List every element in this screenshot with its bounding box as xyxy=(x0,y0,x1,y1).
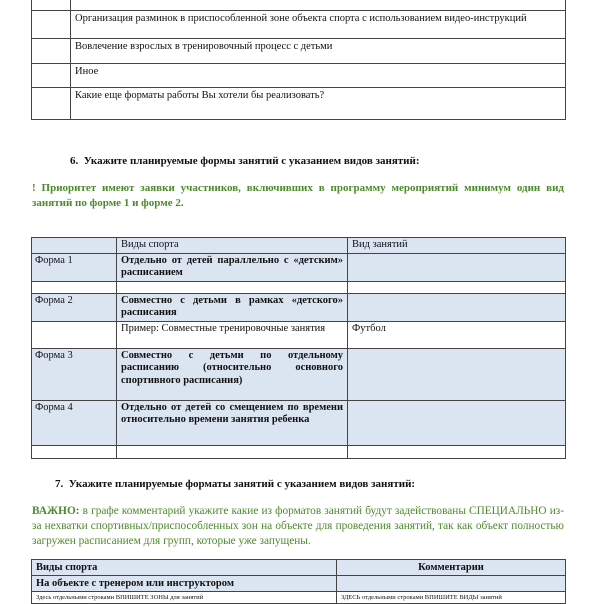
header-cell: Виды спорта xyxy=(117,238,348,254)
form-description: Отдельно от детей со смещением по времени относительно времени занятия ребенка xyxy=(117,400,348,445)
section-6-heading: 6. Укажите планируемые формы занятий с указанием видов занятий: xyxy=(70,155,420,167)
header-cell: Виды спорта xyxy=(32,560,337,576)
table-header-row xyxy=(32,560,566,576)
zone-input-hint[interactable]: Здесь отдельными строками ВПИШИТЕ ЗОНЫ для занятий xyxy=(32,592,337,604)
sport-type-field[interactable] xyxy=(348,281,566,293)
example-description: Пример: Совместные тренировочные занятия xyxy=(117,321,348,348)
example-sport-value[interactable]: Футбол xyxy=(348,321,566,348)
sport-type-field[interactable] xyxy=(348,253,566,281)
table-row xyxy=(32,253,566,281)
table-row xyxy=(32,293,566,321)
activity-input-hint[interactable]: ЗДЕСЬ отдельными строками ВПИШИТЕ ВИДЫ занятий xyxy=(337,592,566,604)
table-cell: Организация разминок в приспособленной зоне объекта спорта с использованием видео-инструкций xyxy=(71,11,566,39)
training-formats-table xyxy=(31,559,566,604)
table-row xyxy=(32,321,566,348)
table-row xyxy=(32,281,566,293)
table-row xyxy=(32,11,566,39)
sport-type-field[interactable] xyxy=(348,445,566,458)
table-row xyxy=(32,576,566,592)
table-row xyxy=(32,88,566,120)
form-label xyxy=(32,321,117,348)
section-6-priority-note: ! Приоритет имеют заявки участников, включивших в программу мероприятий минимум один вид занятий по форме 1 и форме 2. xyxy=(32,182,564,209)
table-row xyxy=(32,0,566,11)
important-label: ВАЖНО: xyxy=(32,505,80,517)
section-7-important-note xyxy=(32,504,564,549)
table-header-row xyxy=(32,238,566,254)
form-description: Совместно с детьми по отдельному расписанию (относительно основного спортивного расписания) xyxy=(117,348,348,400)
form-label: Форма 3 xyxy=(32,348,117,400)
header-cell: Вид занятий xyxy=(348,238,566,254)
sport-type-field[interactable] xyxy=(348,348,566,400)
table-subheader: На объекте с тренером или инструктором xyxy=(32,576,337,592)
table-cell: Вовлечение взрослых в тренировочный процесс с детьми xyxy=(71,39,566,64)
section-7-heading: 7. Укажите планируемые форматы занятий с указанием видов занятий: xyxy=(55,478,416,490)
table-row xyxy=(32,445,566,458)
table-row xyxy=(32,348,566,400)
form-label: Форма 1 xyxy=(32,253,117,281)
sport-type-field[interactable] xyxy=(348,400,566,445)
activities-table xyxy=(31,0,566,120)
table-cell: Какие еще форматы работы Вы хотели бы реализовать? xyxy=(71,88,566,120)
table-row xyxy=(32,592,566,604)
sport-type-field[interactable] xyxy=(348,293,566,321)
form-label: Форма 2 xyxy=(32,293,117,321)
table-row xyxy=(32,400,566,445)
important-text: в графе комментарий укажите какие из форматов занятий будут задействованы СПЕЦИАЛЬНО из-за нехватки спортивных/приспособленных зон на объекте для проведения занятий, так как объект полностью загружен расписанием для групп, которые уже запущены. xyxy=(32,505,564,547)
table-cell xyxy=(71,0,566,11)
header-cell xyxy=(32,238,117,254)
form-description: Отдельно от детей параллельно с «детским» расписанием xyxy=(117,253,348,281)
training-forms-table xyxy=(31,237,566,459)
form-description: Совместно с детьми в рамках «детского» расписания xyxy=(117,293,348,321)
table-row xyxy=(32,64,566,88)
header-cell: Комментарии xyxy=(337,560,566,576)
table-row xyxy=(32,39,566,64)
table-cell: Иное xyxy=(71,64,566,88)
form-label: Форма 4 xyxy=(32,400,117,445)
